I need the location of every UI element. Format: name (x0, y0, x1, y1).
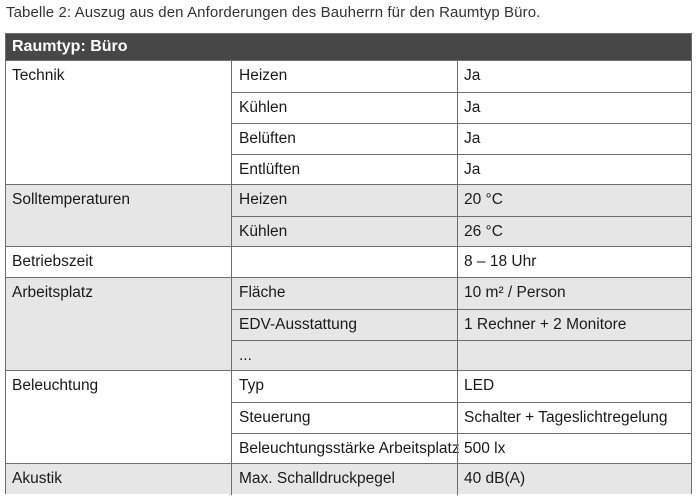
table-row (231, 278, 691, 309)
value-cell: 26 °C (464, 223, 503, 240)
value-cell: LED (464, 377, 495, 394)
parameter-cell: Typ (239, 377, 264, 394)
column-divider (457, 93, 458, 123)
value-cell: 40 dB(A) (464, 470, 526, 487)
value-cell: Ja (464, 99, 481, 116)
value-cell: 10 m² / Person (464, 284, 566, 301)
group-label: Arbeitsplatz (12, 284, 93, 301)
column-divider (457, 341, 458, 371)
table-group (6, 60, 691, 184)
value-cell: Ja (464, 130, 481, 147)
table-row (231, 371, 691, 402)
column-divider (457, 403, 458, 433)
group-label: Beleuchtung (12, 377, 99, 394)
table-group (6, 246, 691, 277)
group-label: Akustik (12, 470, 62, 487)
value-cell: Ja (464, 161, 481, 178)
column-divider (457, 434, 458, 464)
table-row (231, 433, 691, 464)
column-divider (457, 310, 458, 340)
table-row (231, 154, 691, 185)
parameter-cell: Fläche (239, 284, 286, 301)
parameter-cell: EDV-Ausstattung (239, 316, 358, 333)
column-divider (457, 124, 458, 154)
table-row (231, 247, 691, 278)
column-divider (457, 371, 458, 402)
group-label: Solltemperaturen (12, 191, 131, 208)
table-header: Raumtyp: Büro (6, 34, 691, 60)
table-group (6, 184, 691, 246)
value-cell: Schalter + Tageslichtregelung (464, 409, 668, 426)
column-divider (457, 217, 458, 247)
parameter-cell: Entlüften (239, 161, 301, 178)
table-row (231, 464, 691, 495)
group-label: Technik (12, 67, 65, 84)
column-divider (457, 155, 458, 185)
column-divider (457, 278, 458, 309)
parameter-cell: Heizen (239, 191, 288, 208)
table-row (231, 309, 691, 340)
parameter-cell: ... (239, 347, 252, 364)
value-cell: 8 – 18 Uhr (464, 253, 537, 270)
table-row (231, 61, 691, 92)
parameter-cell: Beleuchtungsstärke Arbeitsplatz (239, 440, 460, 457)
parameter-cell: Steuerung (239, 409, 311, 426)
table-row (231, 185, 691, 216)
parameter-cell: Max. Schalldruckpegel (239, 470, 395, 487)
table-row (231, 123, 691, 154)
table-row (231, 216, 691, 247)
table-group (6, 277, 691, 370)
requirements-table (5, 33, 692, 494)
value-cell: 500 lx (464, 440, 506, 457)
column-divider (457, 61, 458, 92)
parameter-cell: Heizen (239, 67, 288, 84)
value-cell: 20 °C (464, 191, 503, 208)
table-row (231, 92, 691, 123)
column-divider (457, 464, 458, 495)
column-divider (457, 247, 458, 278)
column-divider (457, 185, 458, 216)
parameter-cell: Kühlen (239, 223, 288, 240)
group-label: Betriebszeit (12, 253, 93, 270)
parameter-cell: Belüften (239, 130, 296, 147)
table-caption: Tabelle 2: Auszug aus den Anforderungen des Bauherrn für den Raumtyp Büro. (6, 4, 541, 21)
table-group (6, 463, 691, 494)
table-group (6, 370, 691, 463)
parameter-cell: Kühlen (239, 99, 288, 116)
table-row (231, 402, 691, 433)
value-cell: Ja (464, 67, 481, 84)
value-cell: 1 Rechner + 2 Monitore (464, 316, 627, 333)
table-row (231, 340, 691, 371)
